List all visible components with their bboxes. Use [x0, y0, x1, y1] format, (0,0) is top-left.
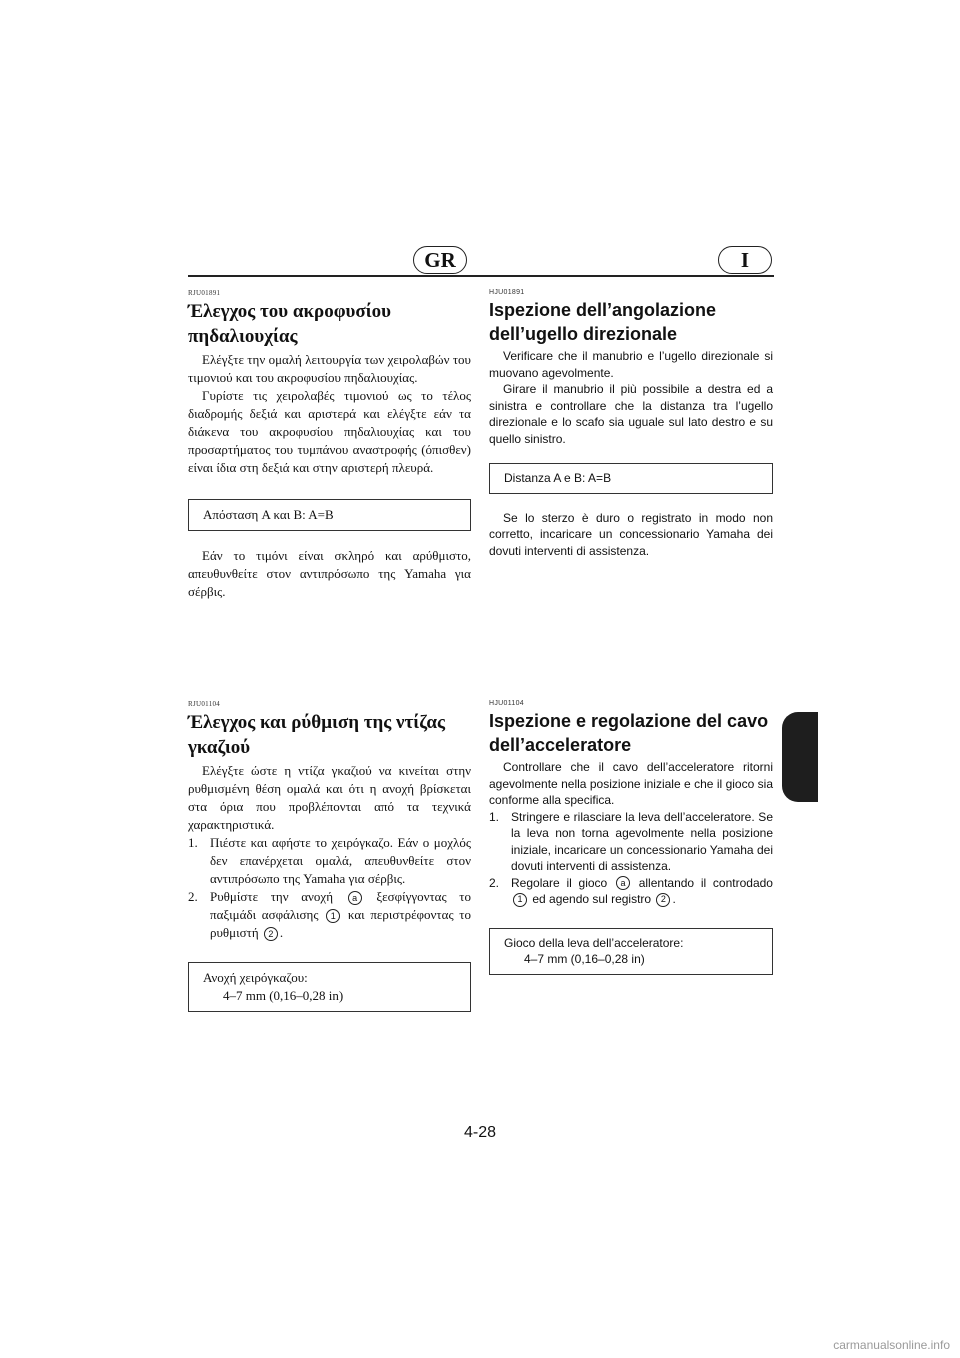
spec-label: Ανοχή χειρόγκαζου: [203, 970, 308, 985]
paragraph: Controllare che il cavo dell’acceleratore ritorni agevolmente nella posizione iniziale e che il gioco sia conforme alla specifica. [489, 760, 773, 807]
gr-section-throttle-cable [188, 700, 471, 1026]
marker-2: 2 [264, 927, 278, 941]
list-item [188, 888, 471, 942]
spec-text: Απόσταση A και B: A=B [203, 507, 334, 522]
step-text-part: . [672, 892, 676, 906]
step-text-part: ξεσφίγγοντας το παξιμάδι ασφάλισης [210, 889, 472, 922]
step-text: Πιέστε και αφήστε το χειρόγκαζο. Εάν ο μοχλός δεν επανέρχεται ομαλά, απευθυνθείτε στον αντιπρόσωπο της Yamaha για σέρβις. [210, 835, 471, 886]
step-text-part: . [279, 925, 284, 940]
step-number: 1. [188, 835, 198, 850]
section-code: HJU01891 [489, 289, 525, 296]
marker-2: 2 [656, 893, 670, 907]
chapter-side-tab [782, 712, 818, 802]
step-text-part: ed agendo sul registro [532, 892, 652, 906]
paragraph: Ελέγξτε ώστε η ντίζα γκαζιού να κινείται στην ρυθμισμένη θέση ομαλά και ότι η ανοχή βρίσκεται στα όρια που προβλέπονται από τα τεχνικά χαρακτηριστικά. [188, 763, 471, 832]
spec-value: 4–7 mm (0,16–0,28 in) [524, 952, 645, 966]
spec-box [489, 928, 773, 975]
marker-a: a [616, 876, 630, 890]
paragraph: Ελέγξτε την ομαλή λειτουργία των χειρολαβών του τιμονιού και του ακροφυσίου πηδαλιουχίας. [188, 352, 471, 385]
it-section-steering-nozzle [489, 289, 773, 559]
it-section-throttle-cable [489, 700, 773, 989]
section-code: HJU01104 [489, 700, 524, 707]
spec-label: Gioco della leva dell’acceleratore: [504, 935, 684, 950]
paragraph: Se lo sterzo è duro o registrato in modo non corretto, incaricare un concessionario Yamaha dei dovuti interventi di assistenza. [489, 510, 773, 558]
spec-box [489, 463, 773, 494]
section-title: Ispezione dell’angolazione dell’ugello direzionale [489, 300, 717, 344]
paragraph: Εάν το τιμόνι είναι σκληρό και αρύθμιστο, απευθυνθείτε στον αντιπρόσωπο της Yamaha για σέρβις. [188, 548, 471, 599]
gr-section-steering-nozzle [188, 289, 471, 601]
paragraph: Girare il manubrio il più possibile a destra ed a sinistra e controllare che la distanza tra l’ugello direzionale e lo scafo sia uguale sul lato destro e su quello sinistro. [489, 382, 773, 446]
step-text [210, 888, 471, 942]
section-code: RJU01104 [188, 700, 221, 708]
spec-value: 4–7 mm (0,16–0,28 in) [223, 988, 344, 1003]
watermark: carmanualsonline.info [833, 1338, 950, 1352]
section-title: Ispezione e regolazione del cavo dell’acceleratore [489, 711, 769, 755]
marker-1: 1 [326, 909, 340, 923]
header-rule [188, 275, 774, 277]
section-title: Έλεγχος του ακροφυσίου πηδαλιουχίας [188, 301, 392, 347]
page-number: 4-28 [463, 1124, 497, 1141]
marker-a: a [348, 891, 362, 905]
step-number: 2. [188, 889, 198, 904]
language-badge-i: I [718, 246, 772, 274]
step-number: 1. [489, 809, 500, 824]
step-text-part: allentando il controdado [638, 875, 773, 890]
spec-box [188, 962, 471, 1012]
spec-box [188, 499, 471, 531]
paragraph: Γυρίστε τις χειρολαβές τιμονιού ως το τέλος διαδρομής δεξιά και αριστερά και ελέγξτε εάν τα διάκενα του ακροφυσίου πηδαλιουχίας και του προσαρτήματος του τυμπάνου αναστροφής (όπισθεν) είναι ίδια στη δεξιά και στην αριστερή πλευρά. [188, 388, 471, 475]
list-item [489, 875, 773, 908]
list-item [489, 809, 773, 875]
step-text-part: Regolare il gioco [511, 875, 608, 890]
marker-1: 1 [513, 893, 527, 907]
section-code: RJU01891 [188, 289, 221, 297]
language-badge-gr: GR [413, 246, 467, 274]
steps-list [188, 834, 471, 942]
step-text [511, 875, 773, 908]
steps-list [489, 809, 773, 908]
section-title: Έλεγχος και ρύθμιση της ντίζας γκαζιού [188, 712, 446, 758]
step-text: Stringere e rilasciare la leva dell’acceleratore. Se la leva non torna agevolmente nella posizione iniziale, incaricare un concessionario Yamaha dei dovuti interventi di assistenza. [511, 809, 773, 873]
list-item [188, 834, 471, 888]
paragraph: Verificare che il manubrio e l’ugello direzionale si muovano agevolmente. [489, 349, 773, 380]
spec-text: Distanza A e B: A=B [504, 471, 612, 485]
step-text-part: και περιστρέφοντας το ρυθμιστή [210, 907, 472, 940]
step-number: 2. [489, 875, 500, 890]
step-text-part: Ρυθμίστε την ανοχή [210, 889, 334, 904]
